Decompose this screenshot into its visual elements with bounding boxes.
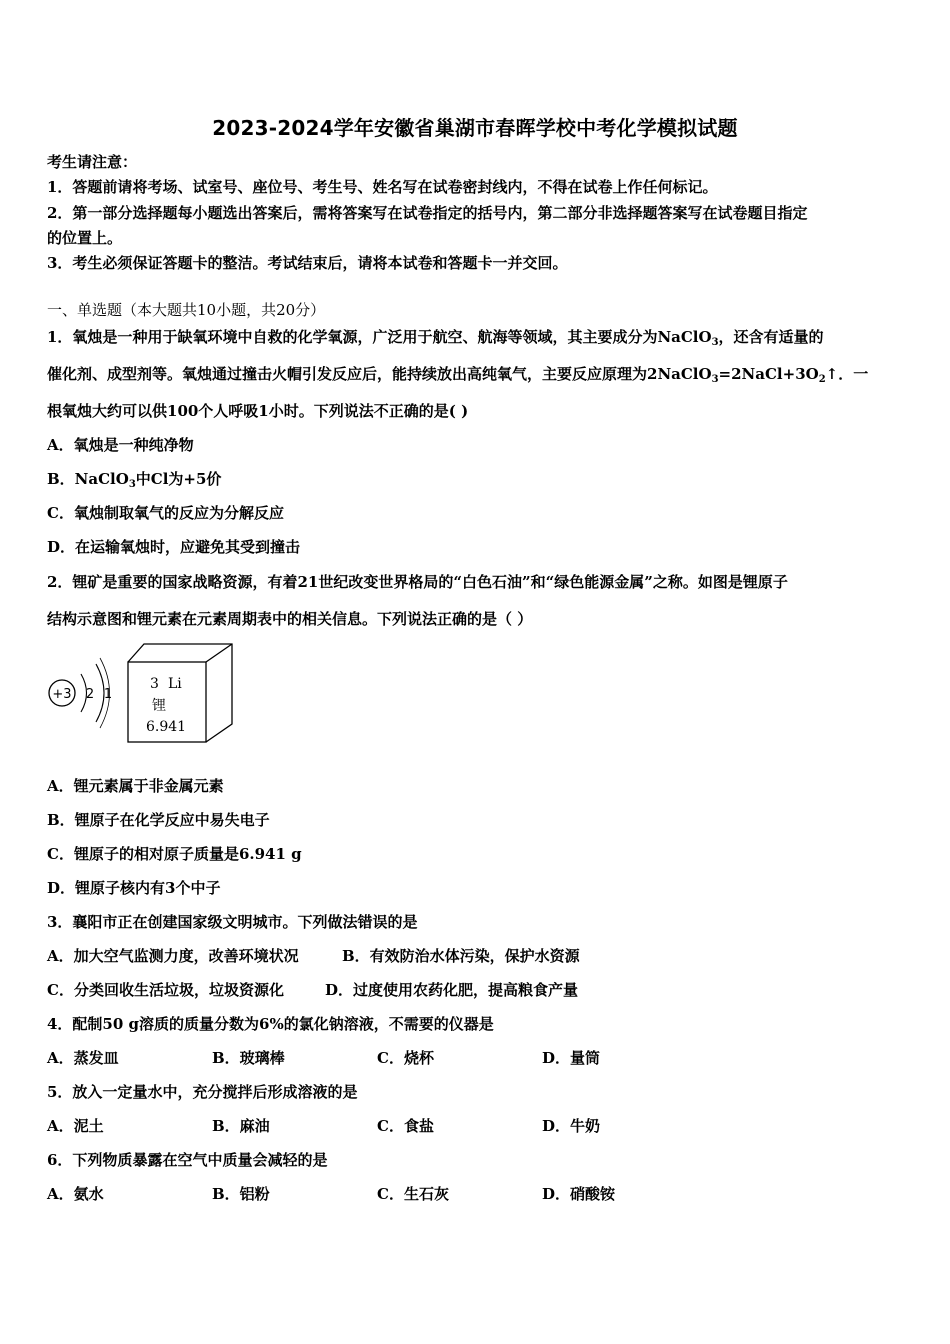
shell-1-electrons: 2 [85, 687, 95, 702]
q3-option-d: D．过度使用农药化肥，提高粮食产量 [325, 981, 579, 999]
notice-item: 的位置上。 [47, 229, 123, 247]
q2-option-b: B．锂原子在化学反应中易失电子 [47, 811, 270, 829]
notice-heading: 考生请注意： [47, 153, 138, 171]
q2-stem-line: 结构示意图和锂元素在元素周期表中的相关信息。下列说法正确的是（ ） [47, 610, 533, 628]
electron-shell-2 [96, 664, 104, 722]
q6-option-a: A．氨水 [47, 1185, 104, 1203]
q3-option-a: A．加大空气监测力度，改善环境状况 [47, 947, 299, 965]
q4-option-d: D．量筒 [542, 1049, 601, 1067]
q1-stem-line: 1．氧烛是一种用于缺氧环境中自救的化学氧源，广泛用于航空、航海等领域，其主要成分为NaClO$_3$，还含有适量的 [47, 328, 824, 348]
q2-option-d: D．锂原子核内有3个中子 [47, 879, 221, 897]
q1-option-c: C．氧烛制取氧气的反应为分解反应 [47, 504, 284, 522]
page-title: 2023-2024学年安徽省巢湖市春晖学校中考化学模拟试题 [212, 116, 738, 140]
q6-option-d: D．硝酸铵 [542, 1185, 616, 1203]
section-heading: 一、单选题（本大题共10小题，共20分） [47, 301, 326, 319]
q2-stem-line: 2．锂矿是重要的国家战略资源，有着21世纪改变世界格局的“白色石油”和“绿色能源金属”之称。如图是锂原子 [47, 573, 788, 591]
shell-2-electrons: 1 [103, 687, 113, 702]
q1-option-a: A．氧烛是一种纯净物 [47, 436, 194, 454]
q4-option-a: A．蒸发皿 [47, 1049, 119, 1067]
q5-option-d: D．牛奶 [542, 1117, 601, 1135]
element-number: 3 [150, 676, 159, 692]
notice-item: 3．考生必须保证答题卡的整洁。考试结束后，请将本试卷和答题卡一并交回。 [47, 254, 568, 272]
q6-option-c: C．生石灰 [377, 1185, 449, 1203]
q2-option-c: C．锂原子的相对原子质量是6.941 g [47, 845, 302, 863]
q2-option-a: A．锂元素属于非金属元素 [47, 777, 224, 795]
q1-option-d: D．在运输氧烛时，应避免其受到撞击 [47, 538, 301, 556]
q3-option-c: C．分类回收生活垃圾，垃圾资源化 [47, 981, 284, 999]
cell-edge [206, 644, 232, 662]
element-name: 锂 [152, 698, 166, 714]
q5-option-c: C．食盐 [377, 1117, 434, 1135]
q4-option-b: B．玻璃棒 [212, 1049, 285, 1067]
q3-stem: 3．襄阳市正在创建国家级文明城市。下列做法错误的是 [47, 913, 418, 931]
q1-stem-line: 催化剂、成型剂等。氧烛通过撞击火帽引发反应后，能持续放出高纯氧气，主要反应原理为$2NaClO_3=2NaCl+3O_2↑$．一 [47, 365, 869, 385]
q4-option-c: C．烧杯 [377, 1049, 434, 1067]
q5-stem: 5．放入一定量水中，充分搅拌后形成溶液的是 [47, 1083, 358, 1101]
periodic-table-cell [128, 644, 232, 742]
q6-option-b: B．铝粉 [212, 1185, 270, 1203]
q3-option-b: B．有效防治水体污染，保护水资源 [342, 947, 580, 965]
q4-stem: 4．配制50 g溶质的质量分数为6%的氯化钠溶液，不需要的仪器是 [47, 1015, 494, 1033]
q5-option-a: A．泥土 [47, 1117, 104, 1135]
q1-option-b: B．NaClO$_3$中Cl为+5价 [47, 470, 222, 490]
nucleus-charge: +3 [52, 687, 72, 702]
lithium-figure [40, 640, 250, 750]
notice-item: 1．答题前请将考场、试室号、座位号、考生号、姓名写在试卷密封线内，不得在试卷上作任何标记。 [47, 178, 718, 196]
q5-option-b: B．麻油 [212, 1117, 270, 1135]
notice-item: 2．第一部分选择题每小题选出答案后，需将答案写在试卷指定的括号内，第二部分非选择题答案写在试卷题目指定 [47, 204, 808, 222]
element-symbol: Li [168, 676, 182, 692]
atomic-mass: 6.941 [146, 719, 187, 735]
atom-structure-diagram [49, 658, 112, 728]
q6-stem: 6．下列物质暴露在空气中质量会减轻的是 [47, 1151, 328, 1169]
q1-stem-line: 根氧烛大约可以供100个人呼吸1小时。下列说法不正确的是( ) [47, 402, 469, 420]
